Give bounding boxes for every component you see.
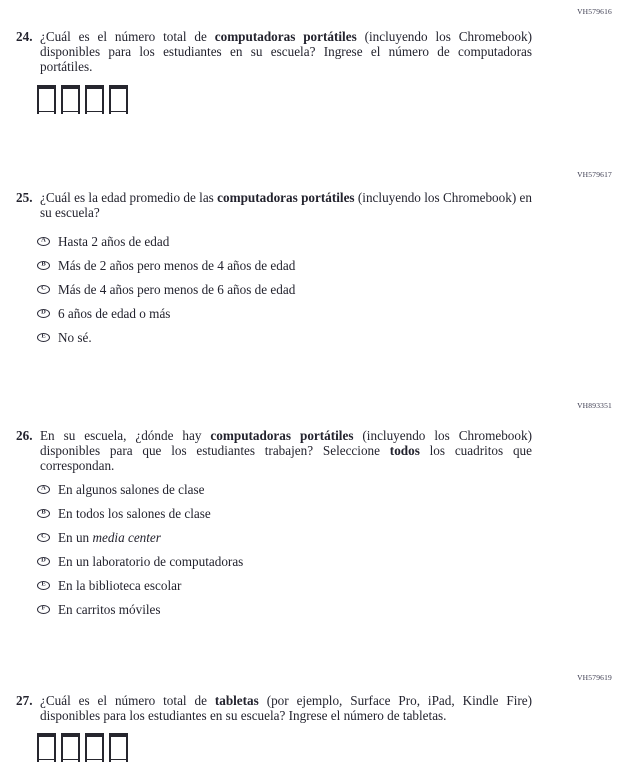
question-25-text: ¿Cuál es la edad promedio de las computadoras portátiles (incluyendo los Chromebook) en su escuela?: [40, 190, 532, 220]
digit-box[interactable]: [109, 733, 128, 760]
question-25-code: VH579617: [577, 170, 612, 179]
question-26-number: 26.: [16, 428, 33, 443]
option-row: [37, 501, 243, 525]
digit-box[interactable]: [61, 733, 80, 760]
option-bubble-b[interactable]: [37, 509, 50, 518]
option-bubble-e[interactable]: [37, 333, 50, 342]
option-row: [37, 549, 243, 573]
question-24-text: ¿Cuál es el número total de computadoras portátiles (incluyendo los Chromebook) disponibles para los estudiantes en su escuela? Ingrese el número de computadoras portátiles.: [40, 29, 532, 74]
question-27: [16, 693, 532, 723]
option-row: [37, 525, 243, 549]
option-row: [37, 477, 243, 501]
bubble-letter: C: [41, 532, 46, 540]
digit-box[interactable]: [85, 85, 104, 112]
question-24-answer-digit-boxes: [37, 85, 128, 112]
digit-box[interactable]: [37, 733, 56, 760]
bubble-letter: B: [41, 260, 46, 268]
option-label: En la biblioteca escolar: [58, 577, 182, 593]
question-24-code: VH579616: [577, 7, 612, 16]
option-bubble-e[interactable]: [37, 581, 50, 590]
bubble-letter: E: [41, 332, 46, 340]
question-25: [16, 190, 532, 220]
option-label: Más de 2 años pero menos de 4 años de edad: [58, 257, 296, 273]
question-26-code: VH893351: [577, 401, 612, 410]
question-26: [16, 428, 532, 473]
digit-box[interactable]: [61, 85, 80, 112]
option-label: En un laboratorio de computadoras: [58, 553, 244, 569]
option-row: [37, 597, 243, 621]
bubble-letter: A: [41, 236, 46, 244]
bubble-letter: D: [41, 556, 46, 564]
digit-box[interactable]: [85, 733, 104, 760]
option-bubble-a[interactable]: [37, 485, 50, 494]
option-label: En algunos salones de clase: [58, 481, 205, 497]
option-label: Hasta 2 años de edad: [58, 233, 170, 249]
question-27-text: ¿Cuál es el número total de tabletas (por ejemplo, Surface Pro, iPad, Kindle Fire) disponibles para los estudiantes en su escuela? Ingrese el número de tabletas.: [40, 693, 532, 723]
option-row: [37, 277, 295, 301]
bubble-letter: B: [41, 508, 46, 516]
option-bubble-c[interactable]: [37, 533, 50, 542]
option-bubble-a[interactable]: [37, 237, 50, 246]
bubble-letter: D: [41, 308, 46, 316]
option-bubble-d[interactable]: [37, 309, 50, 318]
option-row: [37, 253, 295, 277]
option-row: [37, 229, 295, 253]
option-label: Más de 4 años pero menos de 6 años de edad: [58, 281, 296, 297]
bubble-letter: E: [41, 580, 46, 588]
option-label: 6 años de edad o más: [58, 305, 171, 321]
bubble-letter: C: [41, 284, 46, 292]
digit-box[interactable]: [109, 85, 128, 112]
option-row: [37, 301, 295, 325]
option-label: En todos los salones de clase: [58, 505, 211, 521]
question-26-text: En su escuela, ¿dónde hay computadoras portátiles (incluyendo los Chromebook) disponibles para que los estudiantes trabajen? Seleccione todos los cuadritos que correspondan.: [40, 428, 532, 473]
option-label: En un media center: [58, 529, 161, 545]
digit-box[interactable]: [37, 85, 56, 112]
question-24-number: 24.: [16, 29, 33, 44]
bubble-letter: A: [41, 484, 46, 492]
question-27-code: VH579619: [577, 673, 612, 682]
question-25-options: [37, 229, 295, 349]
option-label: No sé.: [58, 329, 92, 345]
option-bubble-c[interactable]: [37, 285, 50, 294]
question-26-options: [37, 477, 243, 621]
option-bubble-d[interactable]: [37, 557, 50, 566]
option-label: En carritos móviles: [58, 601, 161, 617]
option-row: [37, 573, 243, 597]
bubble-letter: F: [41, 604, 46, 612]
question-27-number: 27.: [16, 693, 33, 708]
option-row: [37, 325, 295, 349]
option-bubble-b[interactable]: [37, 261, 50, 270]
question-24: [16, 29, 532, 74]
question-25-number: 25.: [16, 190, 33, 205]
question-27-answer-digit-boxes: [37, 733, 128, 760]
option-bubble-f[interactable]: [37, 605, 50, 614]
